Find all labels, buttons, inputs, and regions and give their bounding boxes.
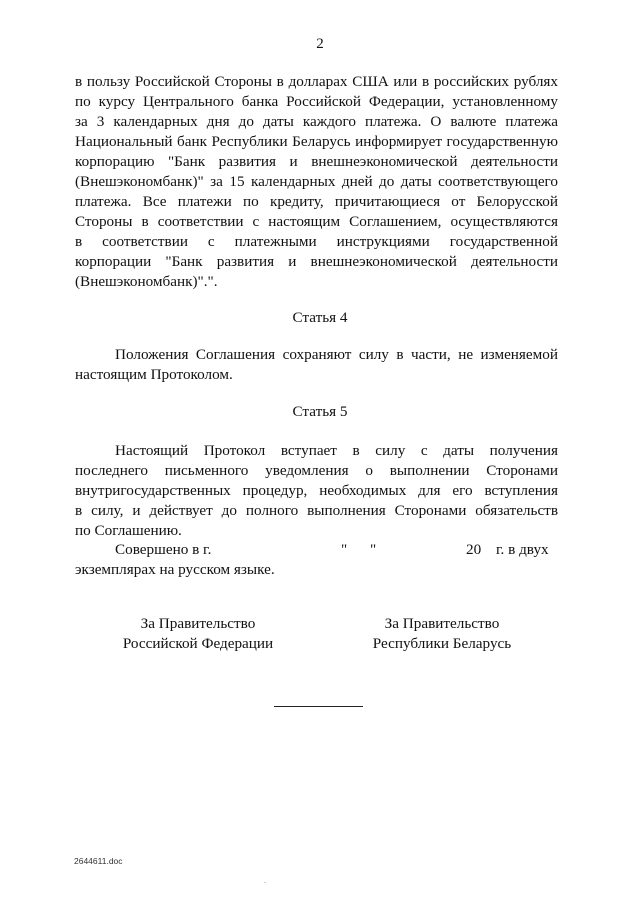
page-number: 2 [316,36,324,52]
bottom-rule [274,706,363,707]
text-line: за 3 календарных дня до даты каждого платежа. О валюте платежа [75,113,558,130]
signature-left [110,614,286,654]
quote-close: " [370,541,377,558]
signing-place-date [75,540,558,580]
footer-file-name: 2644611.doc [74,856,123,866]
signature-right [362,614,522,654]
text-line: Настоящий Протокол вступает в силу с даты получения [115,442,558,459]
text-line: корпорацию "Банк развития и внешнеэкономической деятельности [75,153,558,170]
signed-suffix: г. в двух [496,541,549,558]
text-line: в пользу Российской Стороны в долларах США или в российских рублях [75,73,558,90]
footer-mark: . [264,876,266,885]
signed-year: 20 [466,541,482,558]
text-line: Положения Соглашения сохраняют силу в части, не изменяемой [115,346,558,363]
date-line [75,540,558,560]
article-4-paragraph [75,345,558,385]
signature-line: Республики Беларусь [372,635,512,652]
quote-open: " [341,541,348,558]
text-line: Национальный банк Республики Беларусь информирует государственную [75,133,558,150]
text-line: платежа. Все платежи по кредиту, причитающиеся от Белорусской [75,193,558,210]
text-line: в силу, и действует до полного выполнения Сторонами обязательств [75,502,558,519]
text-line: по Соглашению. [75,522,182,539]
text-line: Стороны в соответствии с настоящим Соглашением, осуществляются [75,213,558,230]
text-line: (Внешэкономбанк)" за 15 календарных дней до даты соответствующего [75,173,558,190]
signature-line: За Правительство [384,615,500,632]
continuation-paragraph [75,72,558,292]
text-line: внутригосударственных процедур, необходимых для его вступления [75,482,558,499]
text-line: экземплярах на русском языке. [75,561,275,578]
signature-line: Российской Федерации [122,635,274,652]
article-5-heading: Статья 5 [292,403,348,420]
article-4-heading: Статья 4 [292,309,348,326]
article-5-paragraph [75,441,558,541]
signature-line: За Правительство [140,615,256,632]
text-line: (Внешэкономбанк)".". [75,273,218,290]
text-line: последнего письменного уведомления о выполнении Сторонами [75,462,558,479]
text-line: корпорации "Банк развития и внешнеэкономической деятельности [75,253,558,270]
signed-prefix: Совершено в г. [115,541,212,558]
text-line: по курсу Центрального банка Российской Федерации, установленному [75,93,558,110]
text-line: настоящим Протоколом. [75,366,233,383]
text-line: в соответствии с платежными инструкциями государственной [75,233,558,250]
